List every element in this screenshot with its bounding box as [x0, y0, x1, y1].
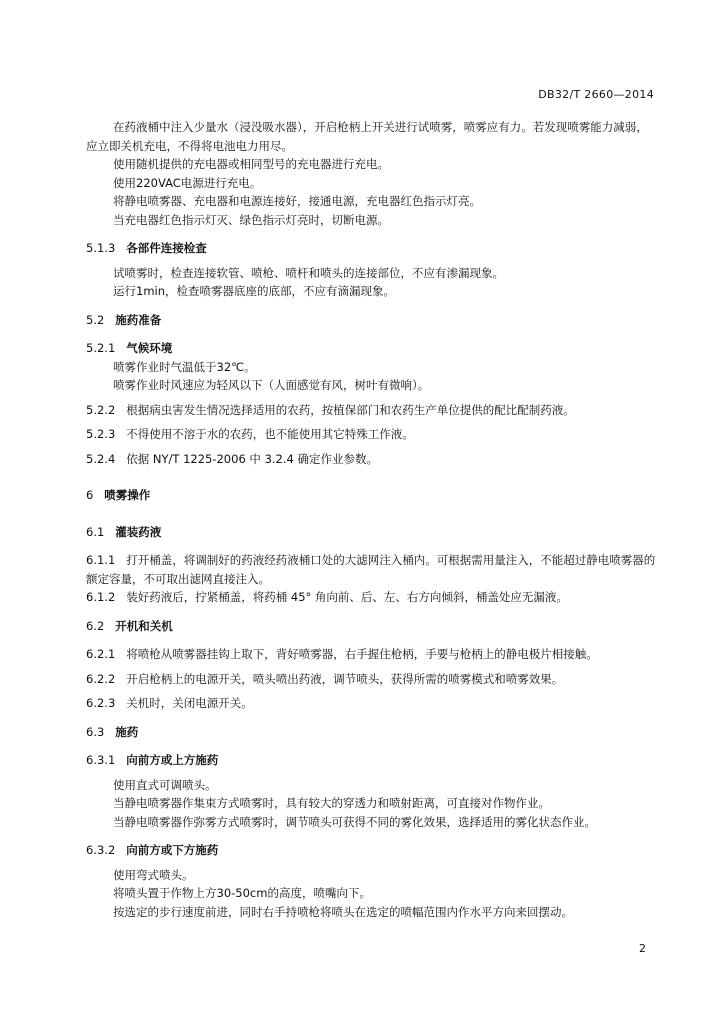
section-title: 向前方或上方施药: [126, 753, 219, 767]
section-title: 施药准备: [115, 312, 162, 327]
section-number: 6.1: [86, 524, 105, 539]
section-title: 施药: [115, 724, 139, 739]
clause-text: 依据 NY/T 1225-2006 中 3.2.4 确定作业参数。: [126, 451, 378, 466]
paragraph: 当静电喷雾器作集束方式喷雾时，具有较大的穿透力和喷射距离，可直接对作物作业。: [113, 796, 550, 810]
paragraph: 将喷头置于作物上方30-50cm的高度，喷嘴向下。: [113, 886, 371, 900]
paragraph: 喷雾作业时气温低于32℃。: [113, 359, 256, 374]
section-title: 开机和关机: [115, 618, 173, 633]
paragraph: 使用弯式喷头。: [113, 867, 194, 882]
section-title: 气候环境: [126, 341, 173, 355]
section-heading: [86, 617, 656, 636]
numbered-clause: [86, 588, 656, 607]
section-heading: [86, 723, 656, 742]
section-number: 6.1.1: [86, 553, 116, 567]
clause-text: 开启枪柄上的电源开关，喷头喷出药液，调节喷头，获得所需的喷雾模式和喷雾效果。: [126, 671, 564, 686]
numbered-clause: [86, 401, 656, 420]
numbered-clause: [86, 694, 656, 713]
clause-text: 打开桶盖，将调制好的药液经药液桶口处的大滤网注入桶内。可根据需用量注入，不能超过静电喷雾器的额定容量，不可取出滤网直接注入。: [86, 553, 656, 586]
section-number: 5.2: [86, 312, 105, 327]
document-code: DB32/T 2660—2014: [538, 88, 654, 101]
clause-text: 将喷枪从喷雾器挂钩上取下，背好喷雾器，右手握住枪柄，手要与枪柄上的静电极片相接触。: [126, 647, 598, 661]
numbered-clause: [86, 551, 656, 588]
section-number: 6.2.2: [86, 671, 116, 686]
section-number: 5.1.3: [86, 241, 116, 255]
section-number: 6.2: [86, 618, 105, 633]
section-heading: [86, 841, 656, 860]
clause-text: 不得使用不溶于水的农药，也不能使用其它特殊工作液。: [126, 427, 414, 441]
paragraph: 当充电器红色指示灯灭、绿色指示灯亮时，切断电源。: [113, 212, 389, 227]
section-number: 6.2.3: [86, 696, 116, 710]
paragraph: 使用直式可调喷头。: [113, 777, 217, 792]
chapter-heading: [86, 486, 656, 505]
section-title: 各部件连接检查: [126, 241, 207, 255]
section-number: 6.2.1: [86, 647, 116, 661]
section-heading: [86, 523, 656, 542]
document-body: [86, 118, 656, 921]
numbered-clause: [86, 670, 656, 689]
section-heading: [86, 311, 656, 330]
section-number: 5.2.2: [86, 402, 116, 417]
paragraph: 运行1min，检查喷雾器底座的底部，不应有滴漏现象。: [113, 284, 395, 298]
clause-text: 根据病虫害发生情况选择适用的农药，按植保部门和农药生产单位提供的配比配制药液。: [126, 402, 575, 417]
paragraph: 在药液桶中注入少量水（浸没吸水器），开启枪柄上开关进行试喷雾，喷雾应有力。若发现喷雾能力减弱，应立即关机充电，不得将电池电力用尽。: [86, 120, 648, 153]
page-number: 2: [639, 942, 646, 955]
paragraph: 当静电喷雾器作弥雾方式喷雾时，调节喷头可获得不同的雾化效果，选择适用的雾化状态作业。: [113, 814, 596, 829]
section-number: 5.2.3: [86, 427, 116, 441]
paragraph: 按选定的步行速度前进，同时右手持喷枪将喷头在选定的喷幅范围内作水平方向来回摆动。: [113, 904, 573, 919]
clause-text: 关机时，关闭电源开关。: [126, 696, 253, 710]
numbered-clause: [86, 425, 656, 444]
section-title: 向前方或下方施药: [126, 843, 219, 857]
paragraph: 使用随机提供的充电器或相同型号的充电器进行充电。: [113, 157, 389, 171]
paragraph: 使用220VAC电源进行充电。: [113, 175, 262, 190]
numbered-clause: [86, 450, 656, 469]
clause-text: 装好药液后，拧紧桶盖，将药桶 45° 角向前、后、左、右方向倾斜，桶盖处应无漏液。: [126, 590, 568, 604]
section-heading: [86, 751, 656, 770]
paragraph: 将静电喷雾器、充电器和电源连接好，接通电源，充电器红色指示灯亮。: [113, 194, 481, 208]
section-number: 6.3: [86, 724, 105, 739]
paragraph: 试喷雾时，检查连接软管、喷枪、喷杆和喷头的连接部位，不应有渗漏现象。: [113, 265, 504, 280]
section-number: 5.2.4: [86, 451, 116, 466]
section-number: 5.2.1: [86, 341, 116, 355]
numbered-clause: [86, 645, 656, 664]
section-title: 灌装药液: [115, 524, 162, 539]
paragraph: 喷雾作业时风速应为轻风以下（人面感觉有风，树叶有微响）。: [113, 378, 430, 392]
section-number: 6.1.2: [86, 590, 116, 604]
section-heading: [86, 239, 656, 258]
section-title: 喷雾操作: [104, 488, 151, 502]
section-heading: [86, 339, 656, 358]
section-number: 6: [86, 488, 94, 502]
section-number: 6.3.2: [86, 843, 116, 857]
section-number: 6.3.1: [86, 753, 116, 767]
